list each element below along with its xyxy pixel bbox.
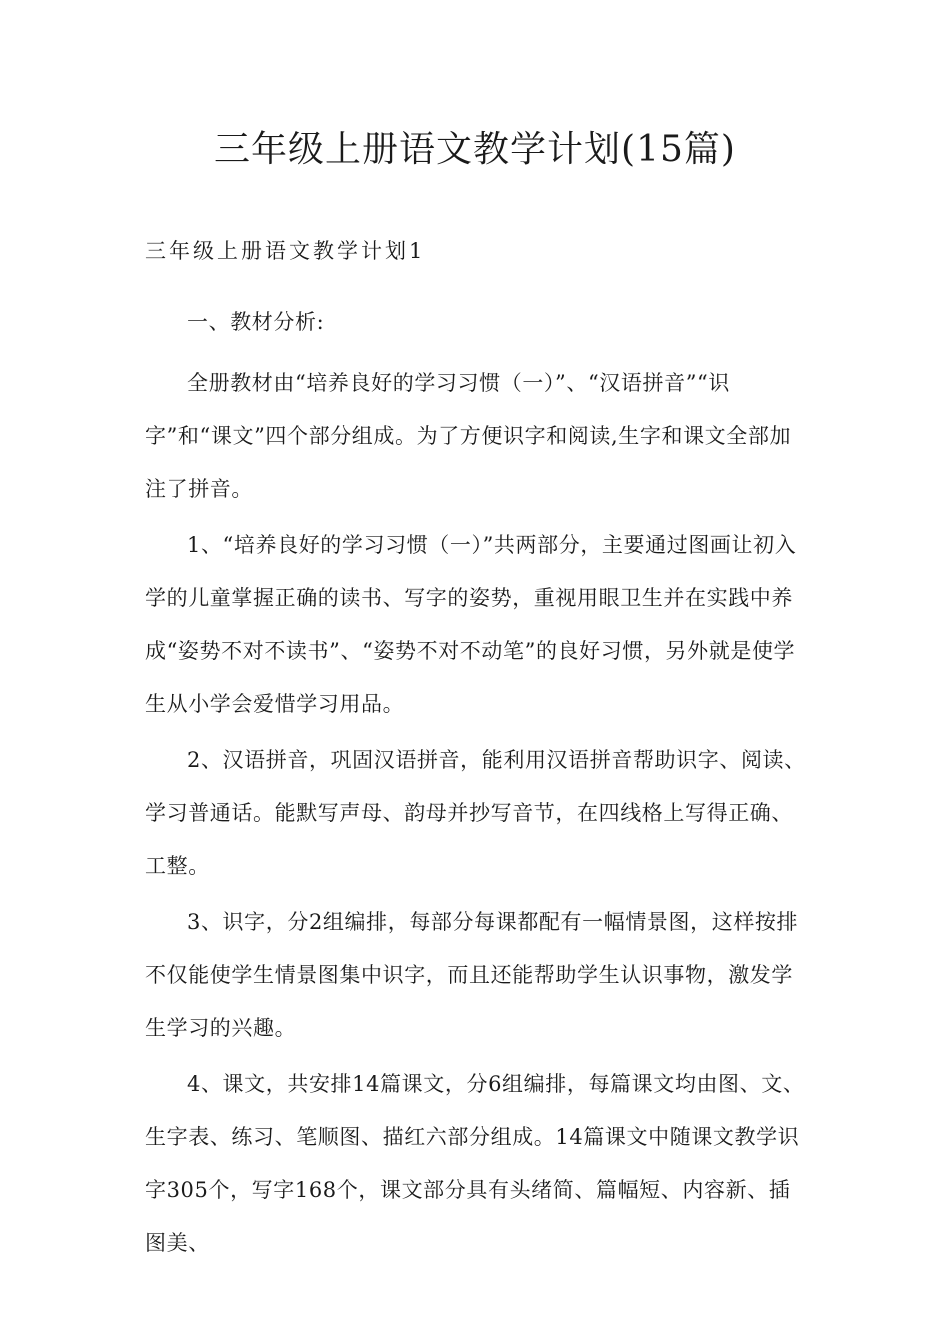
section-heading: 三年级上册语文教学计划1 [145,239,426,263]
paragraph-texts: 4、课文，共安排14篇课文，分6组编排，每篇课文均由图、文、生字表、练习、笔顺图、描红六部分组成。14篇课文中随课文教学识字305个，写字168个，课文部分具有头绪简、篇幅短、内容新、插图美、 [145,1072,805,1255]
paragraph-pinyin: 2、汉语拼音，巩固汉语拼音，能利用汉语拼音帮助识字、阅读、学习普通话。能默写声母、韵母并抄写音节，在四线格上写得正确、工整。 [145,748,806,878]
subheading-textbook-analysis: 一、教材分析: [187,310,325,334]
paragraph-overview: 全册教材由“培养良好的学习习惯（一）”、“汉语拼音”“识字”和“课文”四个部分组成。为了方便识字和阅读,生字和课文全部加注了拼音。 [145,371,792,501]
document-title: 三年级上册语文教学计划(15篇) [214,129,736,170]
paragraph-literacy: 3、识字，分2组编排，每部分每课都配有一幅情景图，这样按排不仅能使学生情景图集中识字，而且还能帮助学生认识事物，激发学生学习的兴趣。 [145,910,799,1040]
paragraph-study-habits: 1、“培养良好的学习习惯（一）”共两部分，主要通过图画让初入学的儿童掌握正确的读书、写字的姿势，重视用眼卫生并在实践中养成“姿势不对不读书”、“姿势不对不动笔”的良好习惯，另外就是使学生从小学会爱惜学习用品。 [145,533,797,716]
